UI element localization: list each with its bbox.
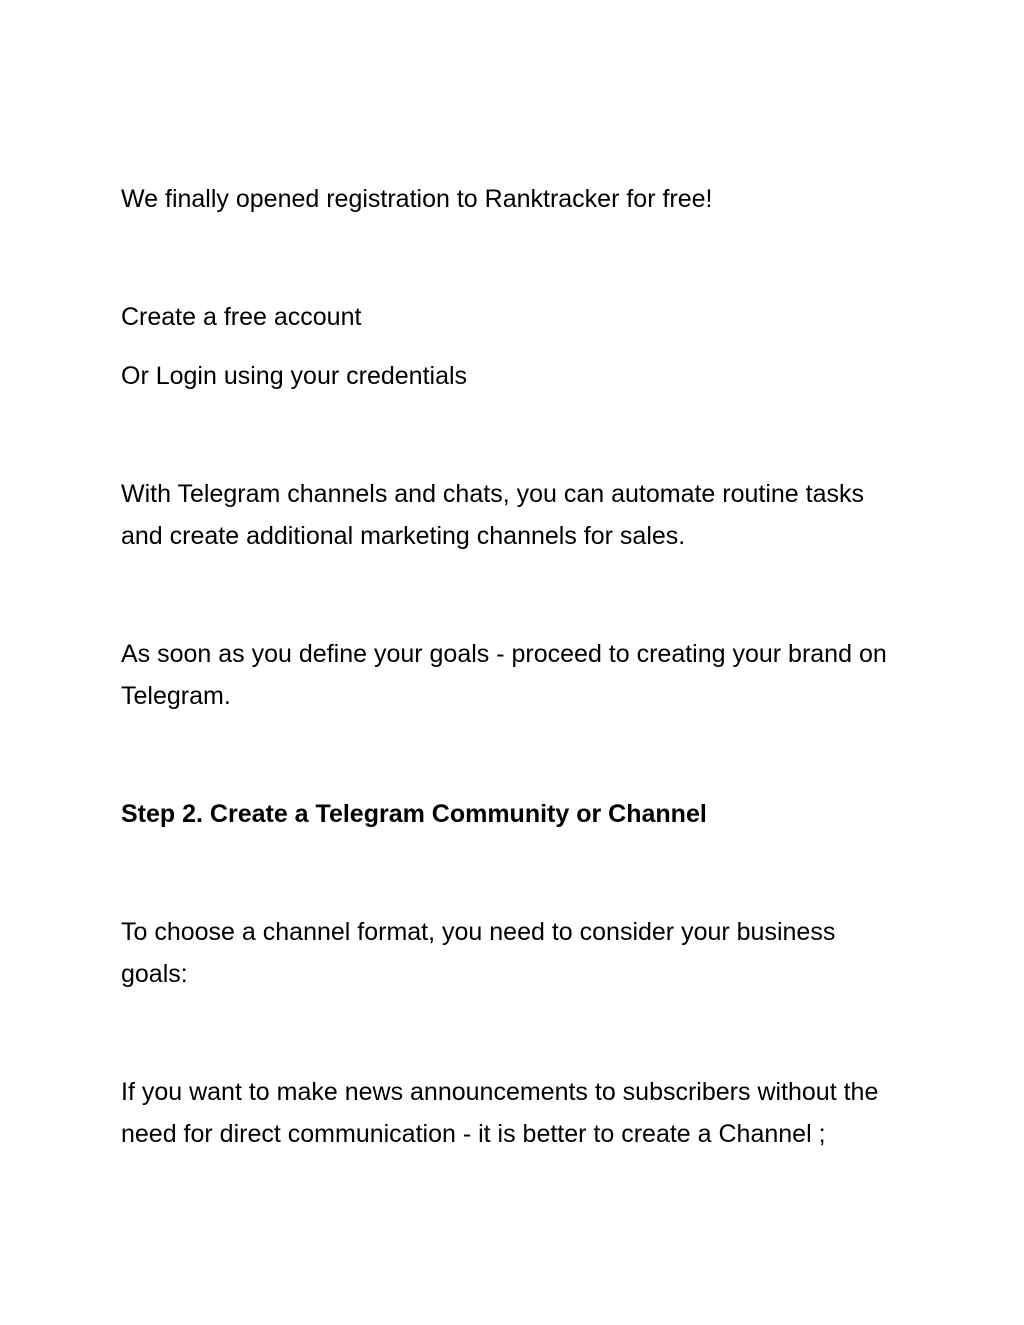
paragraph-telegram-channels: With Telegram channels and chats, you can automate routine tasks and create additional marketing channels for sales. [121,480,865,550]
intro-text: We finally opened registration to Ranktracker for free! [121,185,713,213]
create-account-text: Create a free account [121,303,362,331]
login-text: Or Login using your credentials [121,362,468,390]
paragraph-define-goals: As soon as you define your goals - proceed to creating your brand on Telegram. [121,640,887,710]
paragraph-news-announcements: If you want to make news announcements to subscribers without the need for direct communication - it is better to create a Channel ; [121,1078,879,1148]
step-heading: Step 2. Create a Telegram Community or Channel [121,800,707,828]
paragraph-channel-format: To choose a channel format, you need to consider your business goals: [121,918,836,988]
